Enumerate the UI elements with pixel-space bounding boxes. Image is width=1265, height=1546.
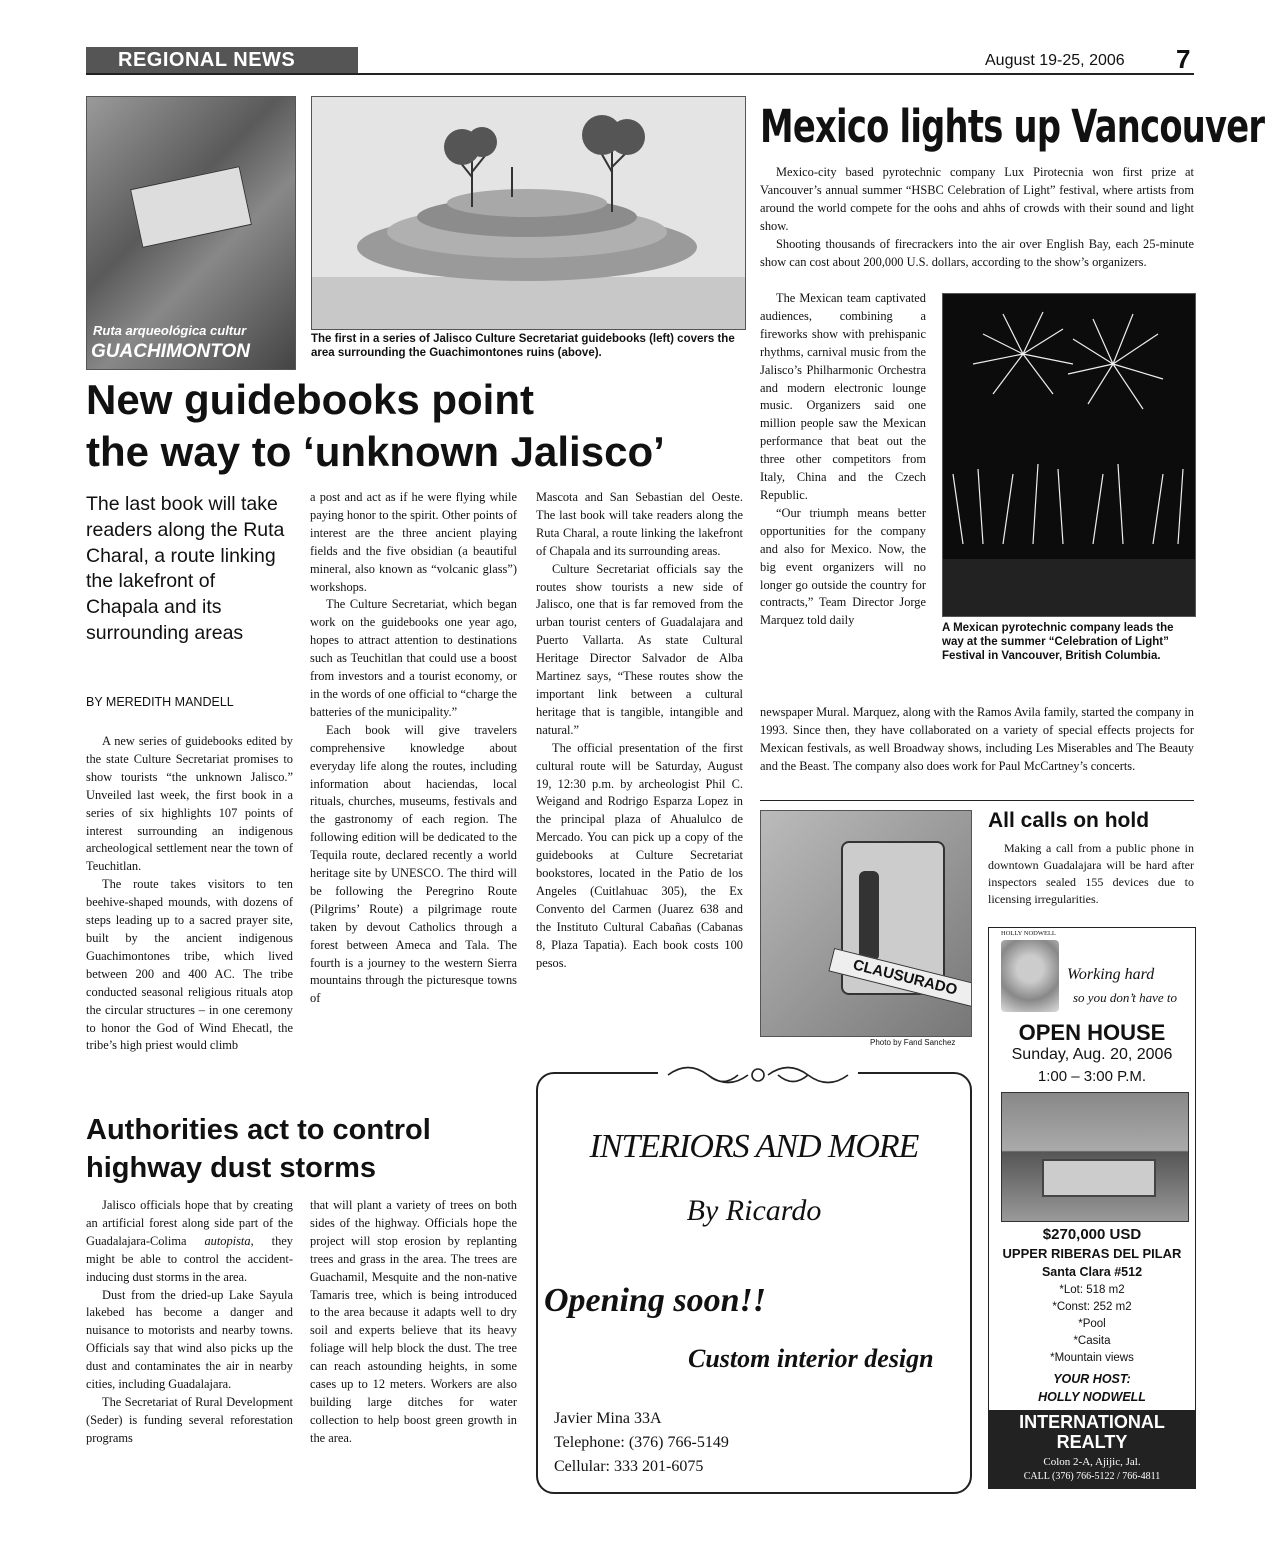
vancouver-paragraph: Mexico-city based pyrotechnic company Lux Pirotecnia won first prize at Vancouver’s annual summer “HSBC Celebration of Light” festival, where artists from around the world compete for the oohs and ahhs of crowds with their sound and light show. (760, 165, 1194, 233)
phone-booth-photo (760, 810, 972, 1037)
dust-column-1 (86, 1197, 293, 1448)
guidebook-headline-line-2: the way to ‘unknown Jalisco’ (86, 428, 665, 475)
page-number: 7 (1176, 44, 1191, 74)
section-banner (86, 47, 358, 74)
dust-italic-term: autopista (204, 1233, 251, 1248)
guidebook-paragraph: A new series of guidebooks edited by the state Culture Secretariat promises to show tourists “the unknown Jalisco.” Unveiled last week, the first book in a series of six highlights 107 points of interest surrounding an indigenous archeological settlement near the town of Teuchitlan. (86, 734, 293, 874)
ruins-illustration (312, 97, 745, 329)
vancouver-paragraph: newspaper Mural. Marquez, along with the Ramos Avila family, started the company in 1993. Since then, they have collaborated on a variety of special effects projects for Mexican festivals, as well Broadway shows, including Les Miserables and The Beauty and the Beast. The company also does work for Paul McCartney’s concerts. (760, 705, 1194, 773)
dust-headline-line-2: highway dust storms (86, 1152, 377, 1184)
cover-text-large: GUACHIMONTON (91, 341, 251, 362)
realty-script-1: Working hard (1067, 966, 1155, 983)
interiors-ad (536, 1072, 972, 1494)
guidebook-column-1 (86, 733, 293, 1055)
open-house-date: Sunday, Aug. 20, 2006 (1011, 1046, 1173, 1063)
calls-headline: All calls on hold (988, 809, 1150, 832)
vancouver-column (760, 290, 926, 630)
guidebook-paragraph: Each book will give travelers comprehensive knowledge about everyday life along the routes, including information about haciendas, local rituals, churches, museums, festivals and the gastronomy of each region. The following edition will be dedicated to the Tequila route, declared recently a world heritage site by UNESCO. The third will be following the Peregrino Route (Pilgrims’ Route) a pilgrimage route taken by devout Catholics through a forest between Ameca and Tala. The fourth is a journey to the western Sierra mountains through the picturesque towns of (310, 722, 517, 1006)
guidebook-deck: The last book will take readers along the Ruta Charal, a route linking the lakefront of Chapala and its surrounding areas (86, 493, 285, 644)
vancouver-wide-text (760, 704, 1194, 776)
interiors-by: By Ricardo (686, 1194, 822, 1227)
vancouver-paragraph: “Our triumph means better opportunities for the company and also for Mexico. Now, the big event organizers will no longer go outside the country for contracts,” Team Director Jorge Marquez told daily (760, 505, 926, 628)
open-house-time: 1:00 – 3:00 P.M. (1037, 1068, 1147, 1085)
host-name: HOLLY NODWELL (1038, 1390, 1146, 1404)
dust-text: , they might be able to control the accident-inducing dust storms in the area. (86, 1233, 293, 1284)
header-rule (86, 73, 1194, 75)
guidebook-paragraph: The Culture Secretariat, which began work on the guidebooks one year ago, hopes to attract attention to destinations such as Teuchitlan that could use a boost from investors and a tourist economy, or in the words of one official to “charge the batteries of the municipality.” (310, 597, 517, 719)
guidebook-cover-photo (86, 96, 296, 370)
vancouver-paragraph: Shooting thousands of firecrackers into the air over English Bay, each 25-minute show can cost about 200,000 U.S. dollars, according to the show’s organizers. (760, 236, 1194, 269)
realty-ad (988, 927, 1196, 1489)
guidebook-paragraph: Culture Secretariat officials say the routes show tourists a new side of Jalisco, one that is far removed from the urban tourist centers of Guadalajara and Puerto Vallarta. As state Cultural Heritage Director Salvador de Alba Martinez says, “These routes show the important link between a cultural heritage that is tangible, intangible and natural.” (536, 561, 743, 737)
guidebook-byline: BY MEREDITH MANDELL (86, 695, 234, 709)
cover-text-small: Ruta arqueológica cultur (93, 323, 247, 338)
dust-paragraph (86, 1197, 293, 1287)
interiors-opening: Opening soon!! (544, 1282, 767, 1319)
ruins-photo (311, 96, 746, 330)
phone-handset (859, 871, 879, 961)
section-title: REGIONAL NEWS (118, 49, 296, 71)
realty-phones: CALL (376) 766-5122 / 766-4811 (1023, 1471, 1161, 1482)
listing-feature: *Casita (1073, 1335, 1111, 1347)
agent-portrait (1001, 940, 1059, 1012)
listing-feature: *Const: 252 m2 (1052, 1301, 1132, 1313)
listing-price: $270,000 USD (1042, 1226, 1142, 1243)
dust-headline-line-1: Authorities act to control (86, 1114, 431, 1146)
guidebook-column-3 (536, 489, 743, 972)
listing-address: Santa Clara #512 (1041, 1265, 1143, 1279)
realty-company-block (989, 1410, 1195, 1488)
clausurado-tape: CLAUSURADO (828, 948, 972, 1008)
realty-office: Colon 2-A, Ajijic, Jal. (1043, 1456, 1141, 1468)
dust-column-2 (310, 1197, 517, 1448)
photo-credit: Photo by Fand Sanchez (870, 1038, 956, 1047)
vancouver-paragraph: The Mexican team captivated audiences, combining a fireworks show with prehispanic rhythms, carnival music from the Jalisco’s Philharmonic Orchestra and modern electronic lounge music. Organizers said one million people saw the Mexican performance that beat out the three other competitors from Italy, China and the Czech Republic. (760, 291, 926, 502)
interiors-address: Javier Mina 33A (554, 1410, 662, 1427)
ornament-flourish (648, 1060, 868, 1090)
dust-paragraph: that will plant a variety of trees on both sides of the highway. Officials hope the project will stop erosion by replanting trees and grass in the area. The trees are Guachamil, Mesquite and the non-native Tamaris tree, which is being introduced to the area because it adapts well to dry soil and experts believe that its heavy foliage will help block the dust. The tree can reach astounding heights, in some cases up to 12 meters. Workers are also building large ditches for water collection to help boost green growth in the area. (310, 1198, 517, 1445)
guidebook-paragraph: The route takes visitors to ten beehive-shaped mounds, with dozens of steps leading up to a sacred prayer site, built by the ancient indigenous Guachimontones tribe, which lived between 200 and 400 AC. The tribe conducted seasonal religious rituals atop the circular structures – in one ceremony to honor the God of Wind Ehecatl, the tribe’s high priest would climb (86, 877, 293, 1053)
listing-feature: *Pool (1078, 1318, 1106, 1330)
fireworks-illustration (943, 294, 1195, 616)
guidebook-paragraph: Mascota and San Sebastian del Oeste. The last book will take readers along the Ruta Charal, a route linking the lakefront of Chapala and its surrounding areas. (536, 490, 743, 558)
vancouver-intro (760, 164, 1194, 271)
guidebook-paragraph: a post and act as if he were flying while paying honor to the spirit. Other points of interest are the three ancient playing fields and the five obsidian (a beautiful mineral, also known as “volcanic glass”) workshops. (310, 490, 517, 594)
listing-feature: *Lot: 518 m2 (1059, 1284, 1125, 1296)
guidebook-photo-caption: The first in a series of Jalisco Culture Secretariat guidebooks (left) covers the area surrounding the Guachimontones ruins (above). (311, 333, 735, 359)
listing-feature: *Mountain views (1050, 1352, 1134, 1364)
cover-badge (130, 166, 252, 248)
guidebook-column-2 (310, 489, 517, 1008)
calls-paragraph: Making a call from a public phone in downtown Guadalajara will be hard after inspectors sealed 155 devices due to licensing irregularities. (988, 841, 1194, 906)
open-house-title: OPEN HOUSE (1018, 1020, 1166, 1045)
dust-text: Jalisco officials hope that by creating an artificial forest along side part of the Guadalajara-Colima (86, 1198, 293, 1248)
house-photo (1001, 1092, 1189, 1222)
section-divider (760, 800, 1194, 801)
pool-shape (1042, 1159, 1156, 1197)
issue-date: August 19-25, 2006 (985, 52, 1125, 69)
host-label: YOUR HOST: (1053, 1372, 1131, 1386)
interiors-telephone: Telephone: (376) 766-5149 (554, 1434, 729, 1451)
listing-location: UPPER RIBERAS DEL PILAR (1002, 1246, 1182, 1261)
guidebook-paragraph: The official presentation of the first cultural route will be Saturday, August 19, 12:30 p.m. by archeologist Phil C. Weigand and Rodrigo Esparza Lopez in the principal plaza of Ahualulco de Mercado. You can pick up a copy of the guidebooks at Culture Secretariat bookstores, located in the Patio de los Angeles (Cuitlahuac 305), the Ex Convento del Carmen (Juarez 638 and the Instituto Cultural Cabañas (Cabanas 8, Plaza Tapatia). Each book costs 100 pesos. (536, 740, 743, 970)
realty-company-line-1: INTERNATIONAL (1019, 1412, 1165, 1432)
dust-paragraph: Dust from the dried-up Lake Sayula lakebed has become a danger and nuisance to motorists and nearby towns. Officials say that wind also picks up the dust and contaminates the air in nearby cities, including Guadalajara. (86, 1287, 293, 1392)
realty-script-2: so you don’t have to (1073, 990, 1177, 1005)
guidebook-headline-line-1: New guidebooks point (86, 376, 534, 423)
interiors-tagline: Custom interior design (688, 1344, 934, 1373)
calls-body (988, 840, 1194, 908)
interiors-cellular: Cellular: 333 201-6075 (554, 1458, 704, 1475)
interiors-title: INTERIORS AND MORE (589, 1128, 919, 1165)
dust-paragraph: The Secretariat of Rural Development (Seder) is funding several reforestation programs (86, 1394, 293, 1445)
vancouver-headline: Mexico lights up Vancouver (760, 100, 1265, 153)
fireworks-photo (942, 293, 1196, 617)
realty-top-label: HOLLY NODWELL (1001, 930, 1056, 937)
realty-company-line-2: REALTY (1056, 1432, 1128, 1452)
fireworks-caption: A Mexican pyrotechnic company leads the way at the summer “Celebration of Light” Festival in Vancouver, British Columbia. (942, 622, 1174, 662)
